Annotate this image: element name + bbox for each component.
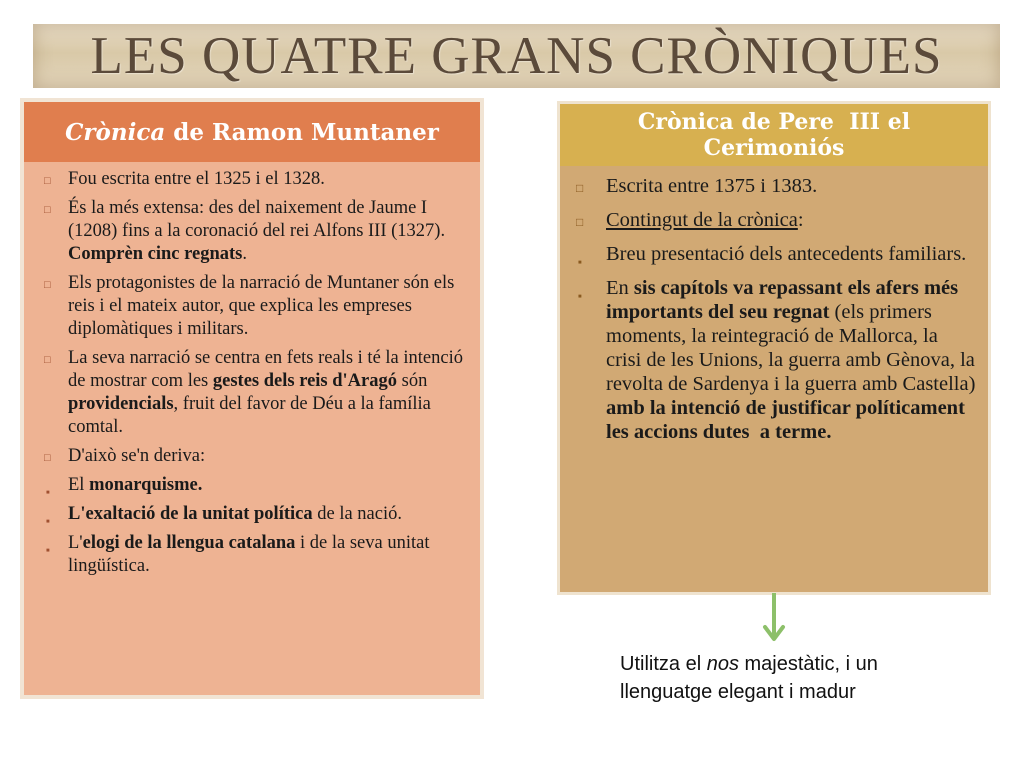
- hollow-square-bullet-icon: □: [576, 215, 584, 229]
- style-note: Utilitza el nos majestàtic, i un llenguatge elegant i madur: [620, 653, 878, 703]
- small-square-bullet-icon: ■: [46, 490, 50, 496]
- list-item: ■ El monarquisme.: [36, 474, 464, 497]
- hollow-square-bullet-icon: □: [44, 175, 51, 187]
- pere-header-text: Crònica de Pere III el Cerimoniós: [637, 109, 918, 161]
- hollow-square-bullet-icon: □: [44, 354, 51, 366]
- list-item: □ La seva narració se centra en fets reals i té la intenció de mostrar com les gestes dels reis d'Aragó són providencials, fruit del favor de Déu a la família comtal.: [44, 348, 463, 437]
- list-item: ■ En sis capítols va repassant els afers més importants del seu regnat (els primers moments, la reintegració de Mallorca, la crisi de les Unions, la guerra amb Gènova, la revolta de Sardenya i la guerra amb Castella) amb la intenció de justificar políticament les accions dutes a terme.: [578, 277, 986, 443]
- small-square-bullet-icon: ■: [46, 548, 50, 554]
- list-item: □ Els protagonistes de la narració de Muntaner són els reis i el mateix autor, que explica les empreses diplomàtiques i militars.: [44, 273, 455, 339]
- list-item: ■ Breu presentació dels antecedents familiars.: [572, 242, 976, 266]
- pere-panel: [560, 104, 988, 592]
- small-square-bullet-icon: ■: [578, 260, 582, 266]
- muntaner-list: [24, 162, 480, 578]
- small-square-bullet-icon: ■: [46, 519, 50, 525]
- list-item: □ D'això se'n deriva:: [36, 445, 464, 468]
- pere-header: [560, 104, 988, 166]
- small-square-bullet-icon: ■: [578, 294, 582, 300]
- header-rest: de Ramon Muntaner: [165, 118, 439, 146]
- hollow-square-bullet-icon: □: [44, 452, 51, 464]
- list-item: □ Contingut de la crònica:: [572, 208, 976, 232]
- hollow-square-bullet-icon: □: [44, 279, 51, 291]
- list-item: □ Fou escrita entre el 1325 i el 1328.: [36, 168, 464, 191]
- page-title: LES QUATRE GRANS CRÒNIQUES: [90, 27, 943, 85]
- muntaner-panel: [24, 102, 480, 695]
- list-item: □ És la més extensa: des del naixement de Jaume I (1208) fins a la coronació del rei Alfons III (1327). Comprèn cinc regnats.: [44, 198, 446, 264]
- list-item: ■ L'exaltació de la unitat política de la nació.: [36, 503, 464, 526]
- title-banner: [33, 24, 1000, 88]
- muntaner-header: [24, 102, 480, 162]
- header-italic: Crònica: [65, 118, 166, 146]
- hollow-square-bullet-icon: □: [44, 204, 51, 216]
- hollow-square-bullet-icon: □: [576, 181, 584, 195]
- pere-list: [560, 166, 988, 444]
- list-item: □ Escrita entre 1375 i 1383.: [572, 174, 976, 198]
- down-arrow-icon: [762, 593, 786, 645]
- list-item: ■ L'elogi de la llengua catalana i de la seva unitat lingüística.: [46, 533, 430, 576]
